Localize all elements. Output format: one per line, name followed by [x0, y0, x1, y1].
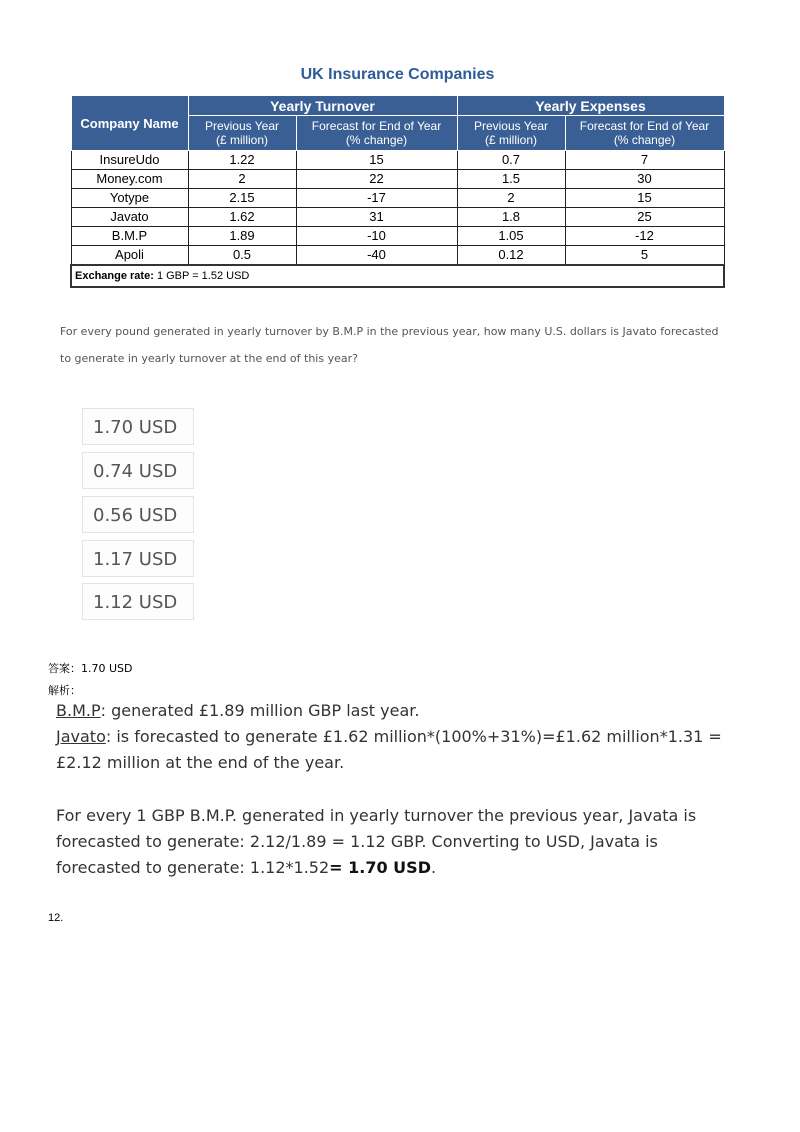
expenses-prev-cell: 1.5 [457, 170, 565, 189]
explanation-para-line3 [56, 855, 776, 881]
header-line: Forecast for End of Year [311, 119, 442, 133]
answer-line: 答案：1.70 USD [48, 662, 133, 675]
answer-option-2[interactable]: 0.74 USD [82, 452, 194, 489]
table-row [71, 246, 724, 266]
turnover-forecast-cell: -40 [296, 246, 457, 266]
answer-option-1[interactable]: 1.70 USD [82, 408, 194, 445]
company-cell: Javato [71, 208, 188, 227]
header-unit: (£ million) [484, 133, 537, 147]
exchange-rate-label: Exchange rate: [75, 270, 154, 282]
expenses-forecast-cell: 15 [565, 189, 724, 208]
turnover-prev-cell: 1.62 [188, 208, 296, 227]
company-cell: Yotype [71, 189, 188, 208]
explanation-para-line2 [56, 829, 776, 855]
answer-option-5[interactable]: 1.12 USD [82, 583, 194, 620]
turnover-forecast-header [296, 116, 457, 151]
question-text [60, 318, 760, 372]
javato-text-2: £2.12 million at the end of the year. [56, 753, 345, 772]
explanation-bmp [56, 698, 776, 724]
header-unit: (% change) [613, 133, 676, 147]
turnover-forecast-cell: 31 [296, 208, 457, 227]
table-row [71, 208, 724, 227]
company-cell: Money.com [71, 170, 188, 189]
exchange-rate-cell [71, 265, 724, 287]
para-text: forecasted to generate: 1.12*1.52 [56, 858, 330, 877]
bmp-text: : generated £1.89 million GBP last year. [100, 701, 420, 720]
page-title: UK Insurance Companies [300, 66, 495, 83]
expenses-forecast-header [565, 116, 724, 151]
expenses-forecast-cell: -12 [565, 227, 724, 246]
para-text: forecasted to generate: 2.12/1.89 = 1.12 GBP. Converting to USD, Javata is [56, 832, 658, 851]
expenses-forecast-cell: 7 [565, 151, 724, 170]
analysis-label: 解析： [48, 684, 81, 697]
expenses-prev-cell: 0.7 [457, 151, 565, 170]
turnover-forecast-cell: -17 [296, 189, 457, 208]
exchange-rate-row [71, 265, 724, 287]
company-cell: B.M.P [71, 227, 188, 246]
table-row [71, 189, 724, 208]
expenses-forecast-cell: 5 [565, 246, 724, 266]
bmp-name: B.M.P [56, 701, 101, 720]
company-cell: Apoli [71, 246, 188, 266]
question-line: to generate in yearly turnover at the end of this year? [60, 352, 358, 365]
para-text: . [430, 858, 437, 877]
turnover-prev-cell: 0.5 [188, 246, 296, 266]
explanation-javato-2 [56, 750, 776, 776]
expenses-prev-cell: 1.8 [457, 208, 565, 227]
turnover-previous-year-header [188, 116, 296, 151]
turnover-prev-cell: 2 [188, 170, 296, 189]
yearly-turnover-header: Yearly Turnover [188, 96, 457, 116]
answer-option-4[interactable]: 1.17 USD [82, 540, 194, 577]
expenses-previous-year-header [457, 116, 565, 151]
header-unit: (£ million) [215, 133, 268, 147]
expenses-forecast-cell: 30 [565, 170, 724, 189]
insurance-table [70, 95, 725, 288]
javato-text: : is forecasted to generate £1.62 million*(100%+31%)=£1.62 million*1.31 = [105, 727, 722, 746]
turnover-prev-cell: 1.89 [188, 227, 296, 246]
turnover-prev-cell: 1.22 [188, 151, 296, 170]
header-line: Previous Year [204, 119, 280, 133]
explanation-javato [56, 724, 776, 750]
expenses-prev-cell: 0.12 [457, 246, 565, 266]
header-line: Previous Year [473, 119, 549, 133]
yearly-expenses-header: Yearly Expenses [457, 96, 724, 116]
explanation-para-line1 [56, 803, 776, 829]
header-line: Forecast for End of Year [579, 119, 710, 133]
table-row [71, 151, 724, 170]
turnover-forecast-cell: 15 [296, 151, 457, 170]
company-cell: InsureUdo [71, 151, 188, 170]
table-row [71, 170, 724, 189]
company-name-header: Company Name [71, 96, 188, 151]
final-answer: = 1.70 USD [329, 858, 431, 877]
turnover-forecast-cell: -10 [296, 227, 457, 246]
header-unit: (% change) [345, 133, 408, 147]
expenses-forecast-cell: 25 [565, 208, 724, 227]
table-row [71, 227, 724, 246]
turnover-forecast-cell: 22 [296, 170, 457, 189]
exchange-rate-value: 1 GBP = 1.52 USD [156, 270, 250, 282]
answer-option-3[interactable]: 0.56 USD [82, 496, 194, 533]
para-text: For every 1 GBP B.M.P. generated in yearly turnover the previous year, Javata is [56, 806, 697, 825]
expenses-prev-cell: 2 [457, 189, 565, 208]
javato-name: Javato [56, 727, 106, 746]
question-line: For every pound generated in yearly turnover by B.M.P in the previous year, how many U.S. dollars is Javato forecasted [60, 325, 719, 338]
question-number: 12. [48, 912, 64, 924]
turnover-prev-cell: 2.15 [188, 189, 296, 208]
expenses-prev-cell: 1.05 [457, 227, 565, 246]
